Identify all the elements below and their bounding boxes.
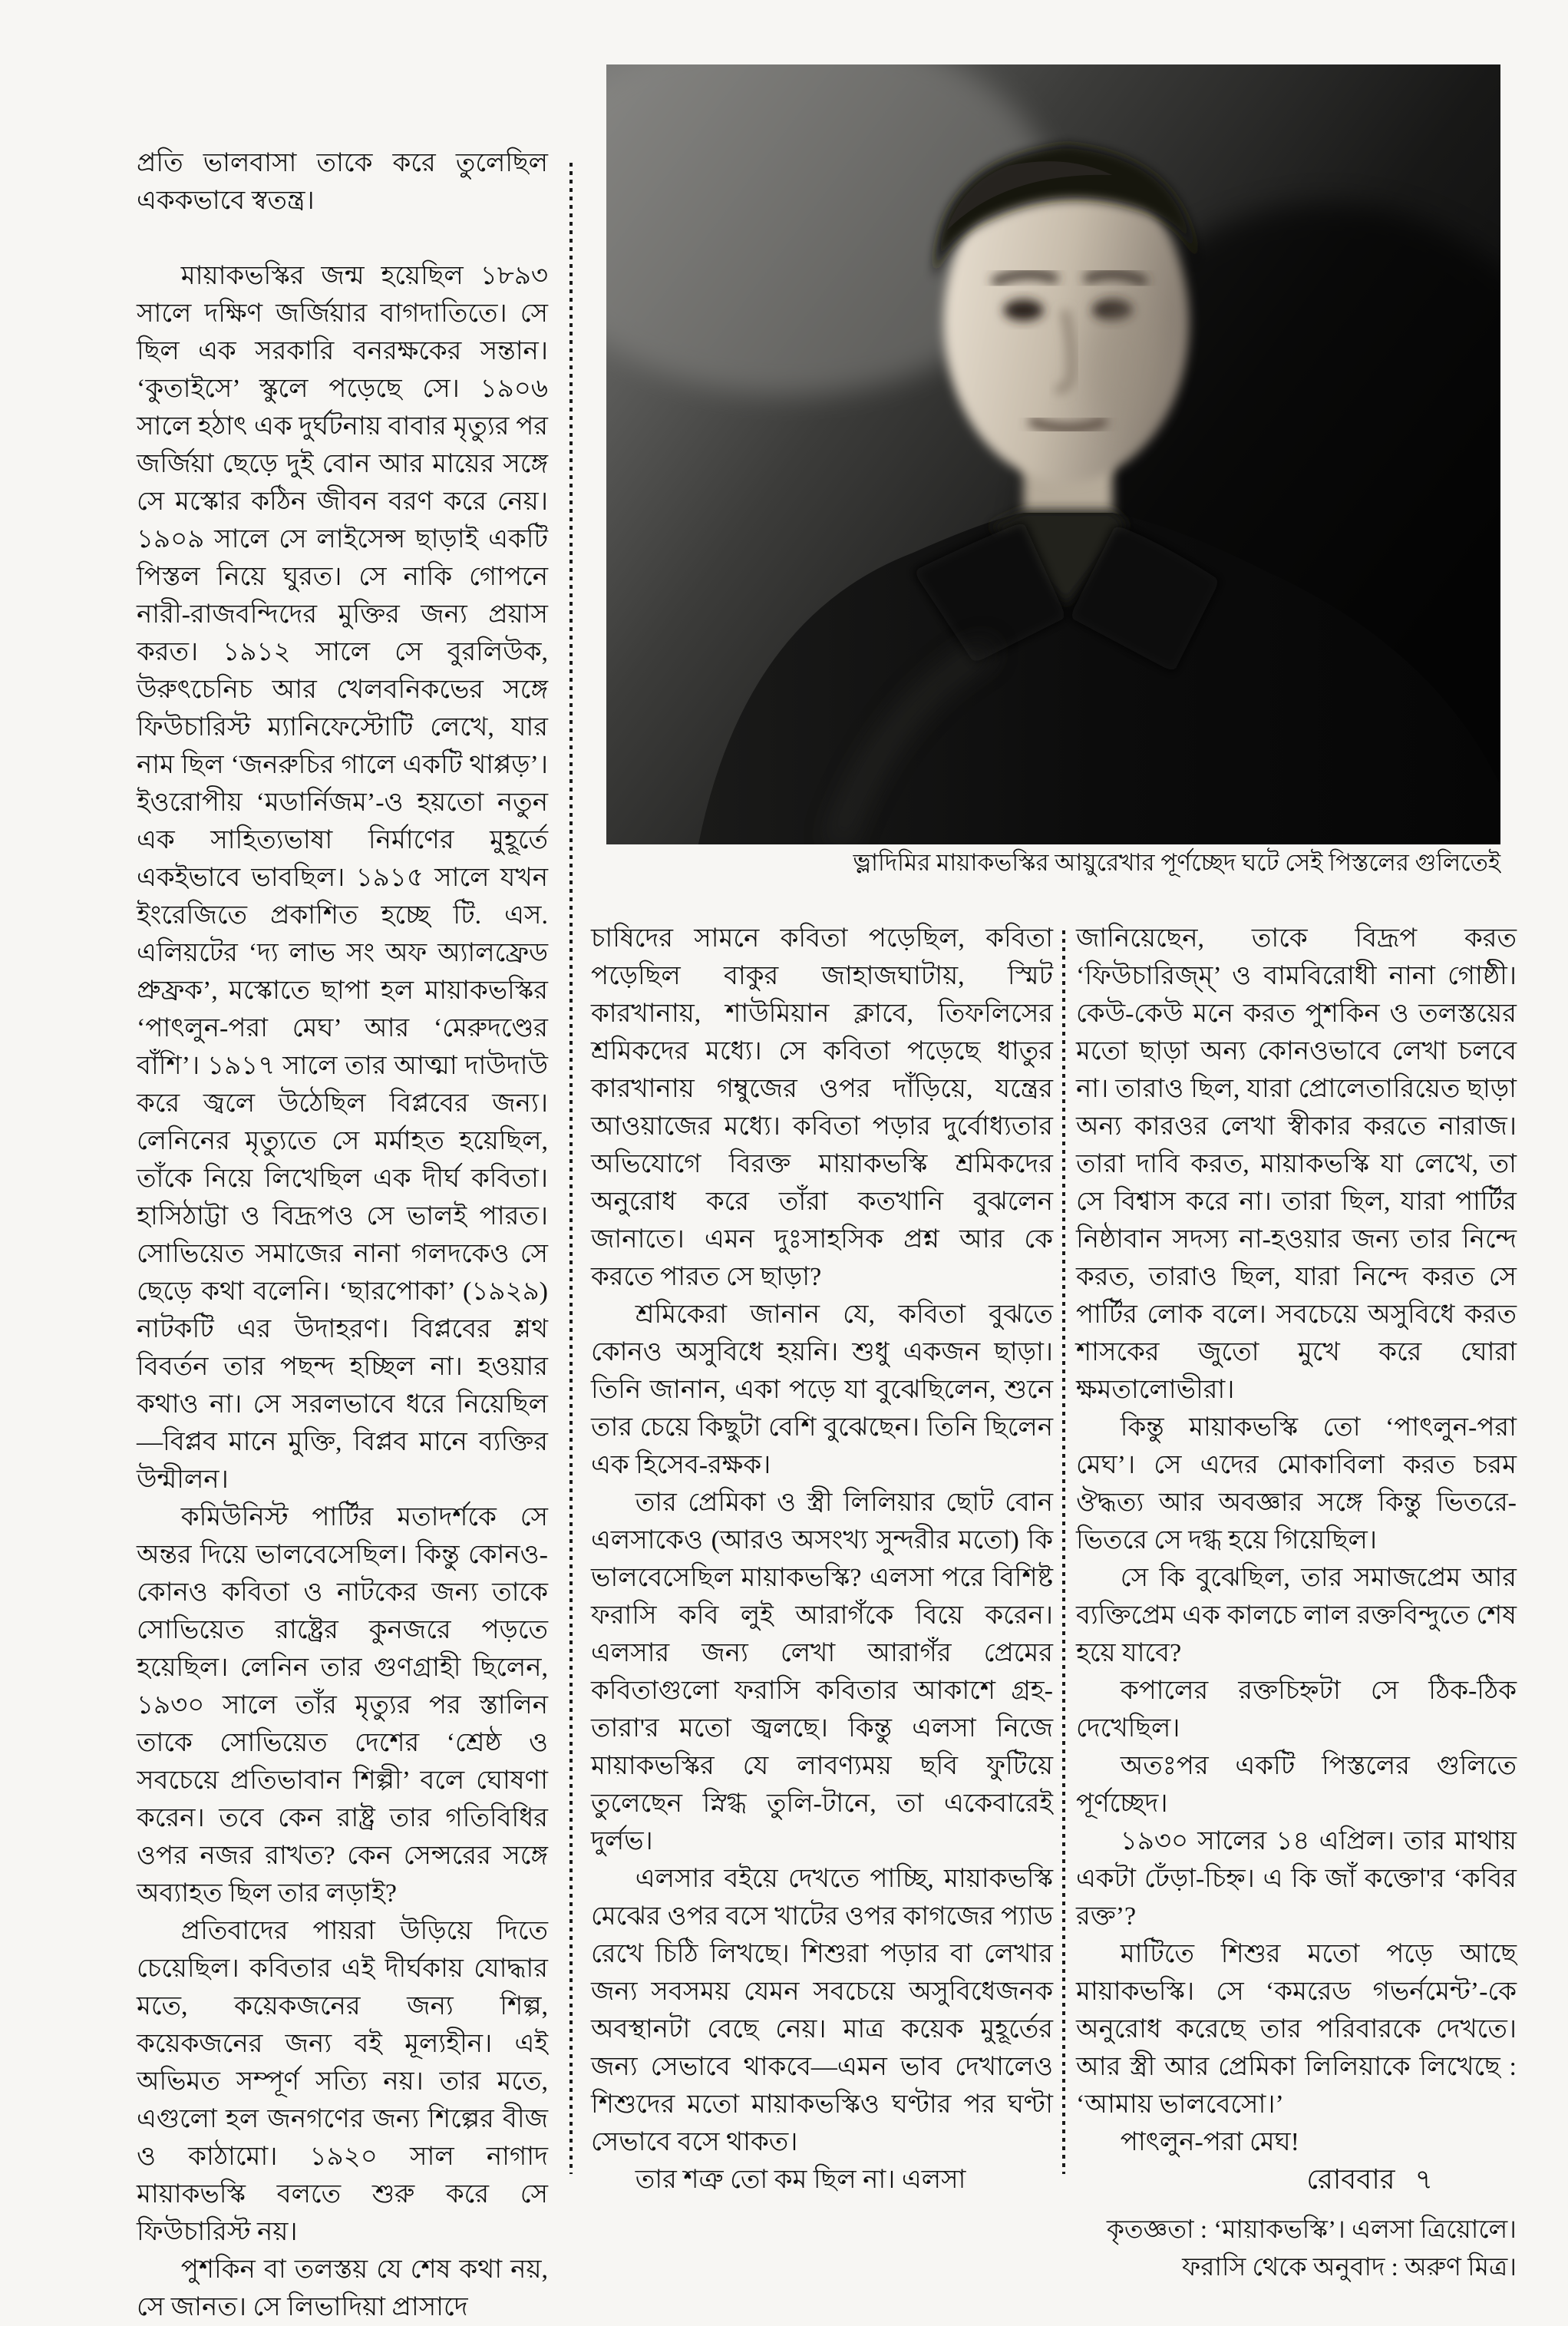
column-divider-left — [569, 163, 573, 2174]
footer-page-number: ৭ — [1415, 2164, 1433, 2195]
footer-section-name: রোববার — [1306, 2164, 1395, 2195]
paragraph: প্রতিবাদের পায়রা উড়িয়ে দিতে চেয়েছিল। কবিতার এই দীর্ঘকায় যোদ্ধার মতে, কয়েকজনের জন্য শিল্প, কয়েকজনের জন্য বই মূল্যহীন। এই অভিমত সম্পূর্ণ সত্যি নয়। তার মতে, এগুলো হল জনগণের জন্য শিল্পের বীজ ও কাঠামো। ১৯২০ সাল নাগাদ মায়াকভস্কি বলতে শুরু করে সে ফিউচারিস্ট নয়। — [137, 1917, 548, 2246]
paragraph: তার প্রেমিকা ও স্ত্রী লিলিয়ার ছোট বোন এলসাকেও (আরও অসংখ্য সুন্দরীর মতো) কি ভালবেসেছিল মায়াকভস্কি? এলসা পরে বিশিষ্ট ফরাসি কবি লুই আরাগঁকে বিয়ে করেন। এলসার জন্য লেখা আরাগঁর প্রেমের কবিতাগুলো ফরাসি কবিতার আকাশে গ্রহ-তারা'র মতো জ্বলছে। কিন্তু এলসা নিজে মায়াকভস্কির যে লাবণ্যময় ছবি ফুটিয়ে তুলেছেন স্নিগ্ধ তুলি-টানে, তা একেবারেই দুর্লভ। — [591, 1488, 1053, 1855]
mayakovsky-portrait-photo — [606, 64, 1500, 844]
credit-line-acknowledgement: কৃতজ্ঞতা : ‘মায়াকভস্কি’। এলসা ত্রিয়োলে। — [1106, 2216, 1517, 2244]
paragraph: পুশকিন বা তলস্তয় যে শেষ কথা নয়, সে জানত। সে লিভাদিয়া প্রাসাদে — [137, 2255, 548, 2321]
portrait-photo-graphic — [606, 64, 1500, 844]
middle-column — [591, 920, 1053, 2199]
article-credits — [1076, 2212, 1517, 2287]
left-column — [137, 144, 548, 2326]
column-divider-right — [1062, 930, 1065, 2174]
paragraph: কিন্তু মায়াকভস্কি তো ‘পাৎলুন-পরা মেঘ’। সে এদের মোকাবিলা করত চরম ঔদ্ধত্য আর অবজ্ঞার সঙ্গে কিন্তু ভিতরে-ভিতরে সে দগ্ধ হয়ে গিয়েছিল। — [1076, 1413, 1517, 1555]
paragraph: পাৎলুন-পরা মেঘ! — [1120, 2128, 1299, 2156]
paragraph: সে কি বুঝেছিল, তার সমাজপ্রেম আর ব্যক্তিপ্রেম এক কালচে লাল রক্তবিন্দুতে শেষ হয়ে যাবে? — [1076, 1564, 1517, 1667]
paragraph: শ্রমিকেরা জানান যে, কবিতা বুঝতে কোনও অসুবিধে হয়নি। শুধু একজন ছাড়া। তিনি জানান, একা পড়ে যা বুঝেছিলেন, শুনে তার চেয়ে কিছুটা বেশি বুঝেছেন। তিনি ছিলেন এক হিসেব-রক্ষক। — [591, 1300, 1053, 1479]
credit-line-translator: ফরাসি থেকে অনুবাদ : অরুণ মিত্র। — [1182, 2254, 1517, 2281]
paragraph: কমিউনিস্ট পার্টির মতাদর্শকে সে অন্তর দিয়ে ভালবেসেছিল। কিন্তু কোনও-কোনও কবিতা ও নাটকের জন্য তাকে সোভিয়েত রাষ্ট্রের কুনজরে পড়তে হয়েছিল। লেনিন তার গুণগ্রাহী ছিলেন, ১৯৩০ সালে তাঁর মৃত্যুর পর স্তালিন তাকে সোভিয়েত দেশের ‘শ্রেষ্ঠ ও সবচেয়ে প্রতিভাবান শিল্পী’ বলে ঘোষণা করেন। তবে কেন রাষ্ট্র তার গতিবিধির ওপর নজর রাখত? কেন সেন্সরের সঙ্গে অব্যাহত ছিল তার লড়াই? — [137, 1503, 548, 1908]
paragraph: চাষিদের সামনে কবিতা পড়েছিল, কবিতা পড়েছিল বাকুর জাহাজঘাটায়, স্মিট কারখানায়, শাউমিয়ান ক্লাবে, তিফলিসের শ্রমিকদের মধ্যে। সে কবিতা পড়েছে ধাতুর কারখানায় গম্বুজের ওপর দাঁড়িয়ে, যন্ত্রের আওয়াজের মধ্যে। কবিতা পড়ার দুর্বোধ্যতার অভিযোগে বিরক্ত মায়াকভস্কি শ্রমিকদের অনুরোধ করে তাঁরা কতখানি বুঝলেন জানাতে। এমন দুঃসাহসিক প্রশ্ন আর কে করতে পারত সে ছাড়া? — [591, 924, 1053, 1291]
paragraph: জানিয়েছেন, তাকে বিদ্রূপ করত ‘ফিউচারিজ্‌ম্‌’ ও বামবিরোধী নানা গোষ্ঠী। কেউ-কেউ মনে করত পুশকিন ও তলস্তয়ের মতো ছাড়া অন্য কোনওভাবে লেখা চলবে না। তারাও ছিল, যারা প্রোলেতারিয়েত ছাড়া অন্য কারওর লেখা স্বীকার করতে নারাজ। তারা দাবি করত, মায়াকভস্কি যা লেখে, তা সে বিশ্বাস করে না। তারা ছিল, যারা পার্টির নিষ্ঠাবান সদস্য না-হওয়ার জন্য তার নিন্দে করত, তারাও ছিল, যারা নিন্দে করত সে পার্টির লোক বলে। সবচেয়ে অসুবিধে করত শাসকের জুতো মুখে করে ঘোরা ক্ষমতালোভীরা। — [1076, 924, 1517, 1404]
photo-caption: ভ্লাদিমির মায়াকভস্কির আয়ুরেখার পূর্ণচ্ছেদ ঘটে সেই পিস্তলের গুলিতেই — [853, 849, 1500, 876]
paragraph: মায়াকভস্কির জন্ম হয়েছিল ১৮৯৩ সালে দক্ষিণ জর্জিয়ার বাগদাতিতে। সে ছিল এক সরকারি বনরক্ষকের সন্তান। ‘কুতাইসে’ স্কুলে পড়েছে সে। ১৯০৬ সালে হঠাৎ এক দুর্ঘটনায় বাবার মৃত্যুর পর জর্জিয়া ছেড়ে দুই বোন আর মায়ের সঙ্গে সে মস্কোর কঠিন জীবন বরণ করে নেয়। ১৯০৯ সালে সে লাইসেন্স ছাড়াই একটি পিস্তল নিয়ে ঘুরত। সে নাকি গোপনে নারী-রাজবন্দিদের মুক্তির জন্য প্রয়াস করত। ১৯১২ সালে সে বুরলিউক, উরুৎচেনিচ আর খেলবনিকভের সঙ্গে ফিউচারিস্ট ম্যানিফেস্টোটি লেখে, যার নাম ছিল ‘জনরুচির গালে একটি থাপ্পড়’। ইওরোপীয় ‘মডার্নিজম’-ও হয়তো নতুন এক সাহিত্যভাষা নির্মাণের মুহূর্তে একইভাবে ভাবছিল। ১৯১৫ সালে যখন ইংরেজিতে প্রকাশিত হচ্ছে টি. এস. এলিয়টের ‘দ্য লাভ সং অফ অ্যালফ্রেড প্রুফ্রক’, মস্কোতে ছাপা হল মায়াকভস্কির ‘পাৎলুন-পরা মেঘ’ আর ‘মেরুদণ্ডের বাঁশি’। ১৯১৭ সালে তার আত্মা দাউদাউ করে জ্বলে উঠেছিল বিপ্লবের জন্য। লেনিনের মৃত্যুতে সে মর্মাহত হয়েছিল, তাঁকে নিয়ে লিখেছিল এক দীর্ঘ কবিতা। হাসিঠাট্টা ও বিদ্রূপও সে ভালই পারত। সোভিয়েত সমাজের নানা গলদকেও সে ছেড়ে কথা বলেনি। ‘ছারপোকা’ (১৯২৯) নাটকটি এর উদাহরণ। বিপ্লবের শ্লথ বিবর্তন তার পছন্দ হচ্ছিল না। হওয়ার কথাও না। সে সরলভাবে ধরে নিয়েছিল—বিপ্লব মানে মুক্তি, বিপ্লব মানে ব্যক্তির উন্মীলন। — [137, 262, 548, 1494]
paragraph: প্রতি ভালবাসা তাকে করে তুলেছিল এককভাবে স্বতন্ত্র। — [137, 149, 548, 215]
paragraph: কপালের রক্তচিহ্নটা সে ঠিক-ঠিক দেখেছিল। — [1076, 1677, 1517, 1743]
right-column — [1076, 920, 1517, 2287]
paragraph: মাটিতে শিশুর মতো পড়ে আছে মায়াকভস্কি। সে ‘কমরেড গভর্নমেন্ট’-কে অনুরোধ করেছে তার পরিবারকে দেখতে। আর স্ত্রী আর প্রেমিকা লিলিয়াকে লিখেছে : ‘আমায় ভালবেসো।’ — [1076, 1940, 1517, 2119]
paragraph: ১৯৩০ সালের ১৪ এপ্রিল। তার মাথায় একটা ঢেঁড়া-চিহ্ন। এ কি জাঁ কক্তো'র ‘কবির রক্ত’? — [1076, 1827, 1517, 1931]
paragraph: তার শত্রু তো কম ছিল না। এলসা — [635, 2166, 966, 2194]
paragraph: এলসার বইয়ে দেখতে পাচ্ছি, মায়াকভস্কি মেঝের ওপর বসে খাটের ওপর কাগজের প্যাড রেখে চিঠি লিখছে। শিশুরা পড়ার বা লেখার জন্য সবসময় যেমন সবচেয়ে অসুবিধেজনক অবস্থানটা বেছে নেয়। মাত্র কয়েক মুহূর্তের জন্য সেভাবে থাকবে—এমন ভাব দেখালেও শিশুদের মতো মায়াকভস্কিও ঘণ্টার পর ঘণ্টা সেভাবে বসে থাকত। — [591, 1865, 1053, 2156]
paragraph: অতঃপর একটি পিস্তলের গুলিতে পূর্ণচ্ছেদ। — [1076, 1752, 1517, 1818]
page-footer — [1078, 2162, 1433, 2197]
